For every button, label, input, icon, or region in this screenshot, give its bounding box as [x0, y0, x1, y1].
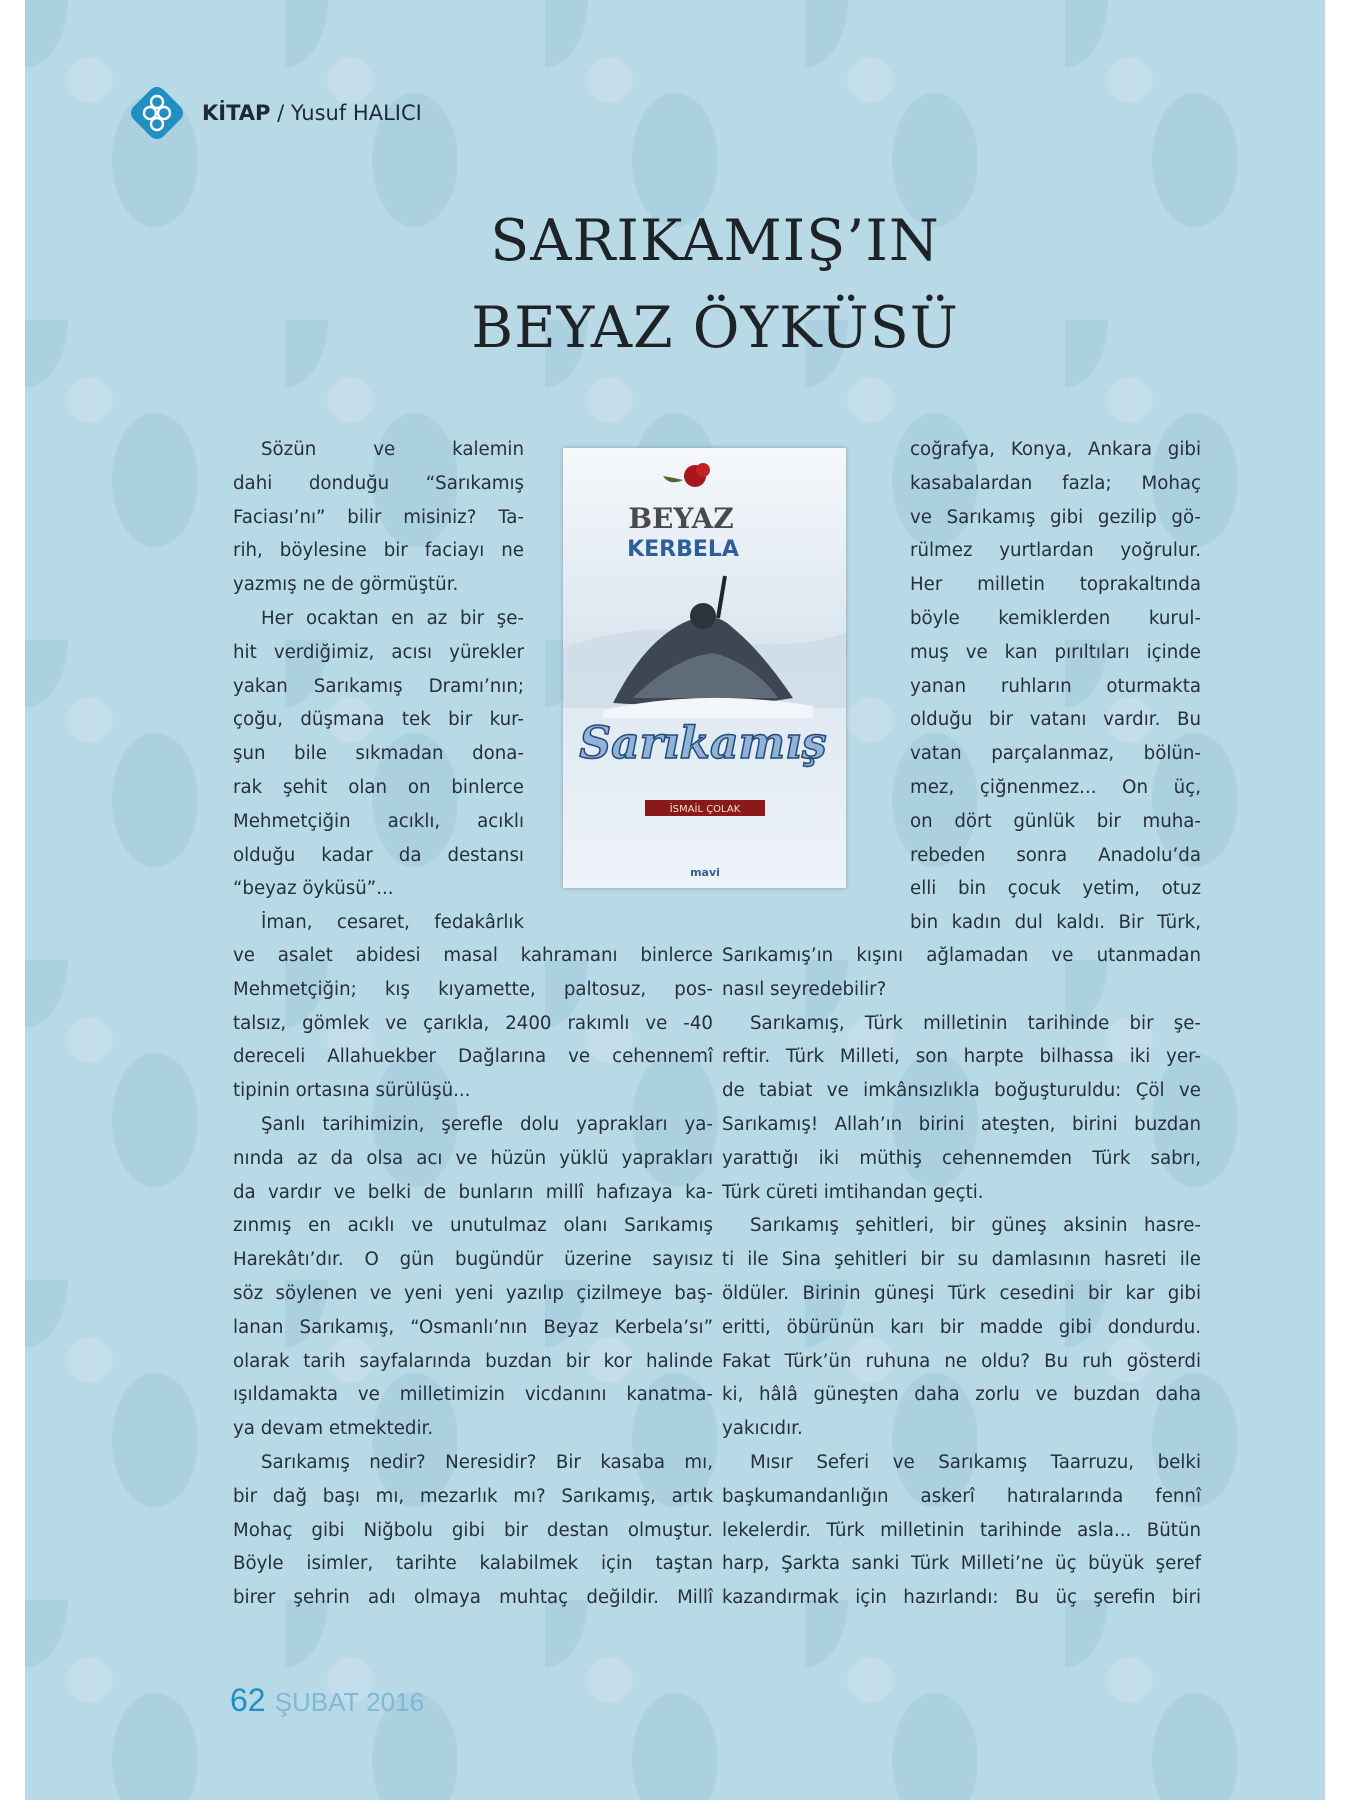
article-line: coğrafya, Konya, Ankara gibi — [910, 439, 1201, 460]
article-line: olarak tarih sayfalarında buzdan bir kor halinde — [233, 1350, 713, 1372]
article-line: ışıldamakta ve milletimizin vicdanını kanatma- — [233, 1384, 713, 1406]
article-line: dahi donduğu “Sarıkamış — [233, 472, 524, 494]
article-line: Şanlı tarihimizin, şerefle dolu yaprakları ya- — [261, 1114, 713, 1135]
article-line: yanan ruhların oturmakta — [910, 675, 1201, 697]
article-line: Sarıkamış şehitleri, bir güneş aksinin hasre- — [750, 1215, 1201, 1237]
article-line: Faciası’nı” bilir misiniz? Ta- — [233, 506, 524, 528]
page-number: 62 — [230, 1682, 266, 1718]
article-line: kazandırmak için hazırlandı: Bu üç şerefin biri — [722, 1587, 1201, 1609]
article-line: muş ve kan pırıltıları içinde — [910, 641, 1201, 663]
author-name: Yusuf HALICI — [290, 101, 422, 125]
article-line: “beyaz öyküsü”... — [233, 878, 394, 900]
cover-publisher: mavi — [690, 866, 720, 879]
article-line: bin kadın dul kaldı. Bir Türk, — [910, 912, 1201, 934]
article-line: söz söylenen ve yeni yeni yazılıp çizilmeye baş- — [233, 1283, 713, 1304]
article-line: lekelerdir. Türk milletinin tarihinde asla... Bütün — [722, 1519, 1201, 1541]
article-line: de tabiat ve imkânsızlıkla boğuşturuldu: Çöl ve — [722, 1080, 1201, 1102]
article-line: vatan parçalanmaz, bölün- — [910, 743, 1201, 765]
article-line: Mohaç gibi Niğbolu gibi bir destan olmuştur. — [233, 1519, 713, 1541]
article-line: rülmez yurtlardan yoğrulur. — [910, 540, 1201, 562]
article-line: elli bin çocuk yetim, otuz — [910, 878, 1201, 900]
book-cover-image — [563, 448, 846, 888]
article-line: yazmış ne de görmüştür. — [233, 574, 459, 596]
article-line: böyle kemiklerden kurul- — [910, 608, 1201, 629]
cover-author: İSMAİL ÇOLAK — [669, 804, 741, 815]
article-line: Mehmetçiğin acıklı, acıklı — [233, 810, 524, 832]
article-line: tipinin ortasına sürülüşü... — [233, 1080, 471, 1102]
article-line: talsız, gömlek ve çarıkla, 2400 rakımlı ve -40 — [233, 1012, 713, 1034]
article-line: Sözün ve kalemin — [261, 439, 524, 460]
article-line: çoğu, düşmana tek bir kur- — [233, 709, 524, 731]
article-line: Her ocaktan en az bir şe- — [261, 608, 524, 629]
article-line: dereceli Allahuekber Dağlarına ve cehennemî — [233, 1046, 713, 1068]
article-line: İman, cesaret, fedakârlık — [261, 912, 524, 934]
section-name: KİTAP — [202, 101, 271, 125]
article-line: harp, Şarkta sanki Türk Milleti’ne üç büyük şeref — [722, 1553, 1201, 1575]
cover-title-bottom: KERBELA — [627, 537, 739, 562]
article-line: öldüler. Birinin güneşi Türk cesedini bir kar gibi — [722, 1283, 1201, 1304]
article-line: on dört günlük bir muha- — [910, 810, 1201, 832]
title-line-2: BEYAZ ÖYKÜSÜ — [471, 295, 959, 361]
article-line: yakan Sarıkamış Dramı’nın; — [233, 675, 524, 697]
article-line: da vardır ve belki de bunların millî hafızaya ka- — [233, 1181, 713, 1203]
article-line: Türk cüreti imtihandan geçti. — [722, 1181, 984, 1203]
title-line-1: SARIKAMIŞ’IN — [490, 208, 940, 274]
article-line: Sarıkamış nedir? Neresidir? Bir kasaba mı, — [261, 1452, 713, 1473]
section-label — [202, 101, 422, 125]
article-line: reftir. Türk Milleti, son harpte bilhassa iki yer- — [722, 1046, 1201, 1068]
article-line: Her milletin toprakaltında — [910, 574, 1201, 596]
article-line: ve asalet abidesi masal kahramanı binlerce — [233, 945, 713, 966]
issue-date: ŞUBAT 2016 — [274, 1687, 425, 1717]
article-line: Harekâtı’dır. O gün bugündür üzerine sayısız — [233, 1249, 713, 1271]
article-line: rih, böylesine bir faciayı ne — [233, 540, 524, 562]
article-line: olduğu bir vatanı vardır. Bu — [910, 709, 1201, 731]
article-line: bir dağ başı mı, mezarlık mı? Sarıkamış, artık — [233, 1485, 713, 1507]
article-line: Sarıkamış, Türk milletinin tarihinde bir şe- — [750, 1012, 1201, 1034]
section-header — [122, 78, 422, 148]
page-footer — [230, 1682, 424, 1719]
article-line: olduğu kadar da destansı — [233, 844, 524, 866]
article-title — [355, 198, 1075, 372]
article-line: Böyle isimler, tarihte kalabilmek için taştan — [233, 1553, 713, 1575]
article-line: yakıcıdır. — [722, 1418, 803, 1440]
article-line: lanan Sarıkamış, “Osmanlı’nın Beyaz Kerbela’sı” — [233, 1316, 713, 1338]
article-line: ti ile Sina şehitleri bir su damlasının hasreti ile — [722, 1249, 1201, 1271]
article-line: ve Sarıkamış gibi gezilip gö- — [910, 506, 1201, 528]
magazine-page — [25, 0, 1325, 1800]
article-line: ki, hâlâ güneşten daha zorlu ve buzdan daha — [722, 1384, 1201, 1406]
article-line: yarattığı iki müthiş cehennemden Türk sabrı, — [722, 1147, 1201, 1169]
article-line: Mısır Seferi ve Sarıkamış Taarruzu, belki — [750, 1452, 1201, 1473]
article-line: Sarıkamış! Allah’ın birini ateşten, birini buzdan — [722, 1114, 1201, 1135]
cover-main-title: Sarıkamış — [579, 718, 827, 769]
section-logo-icon — [122, 78, 192, 148]
article-line: zınmış en acıklı ve unutulmaz olanı Sarıkamış — [233, 1215, 713, 1237]
article-line: eritti, öbürünün karı bir madde gibi dondurdu. — [722, 1316, 1201, 1338]
article-line: kasabalardan fazla; Mohaç — [910, 472, 1201, 494]
article-line: şun bile sıkmadan dona- — [233, 743, 524, 765]
article-line: Sarıkamış’ın kışını ağlamadan ve utanmadan — [722, 945, 1201, 966]
header-separator: / — [277, 101, 285, 125]
article-line: nasıl seyredebilir? — [722, 978, 887, 1000]
article-line: ya devam etmektedir. — [233, 1418, 434, 1440]
article-line: hit verdiğimiz, acısı yürekler — [233, 641, 524, 663]
article-line: birer şehrin adı olmaya muhtaç değildir. Millî — [233, 1587, 713, 1609]
article-line: nında az da olsa acı ve hüzün yüklü yaprakları — [233, 1147, 713, 1169]
article-line: rebeden sonra Anadolu’da — [910, 844, 1201, 866]
article-line: Mehmetçiğin; kış kıyamette, paltosuz, pos- — [233, 978, 713, 1000]
article-line: mez, çiğnenmez... On üç, — [910, 777, 1201, 798]
article-line: başkumandanlığın askerî hatıralarında fennî — [722, 1485, 1201, 1507]
cover-title-top: BEYAZ — [628, 502, 734, 535]
article-line: rak şehit olan on binlerce — [233, 777, 524, 798]
article-line: Fakat Türk’ün ruhuna ne oldu? Bu ruh gösterdi — [722, 1350, 1201, 1372]
